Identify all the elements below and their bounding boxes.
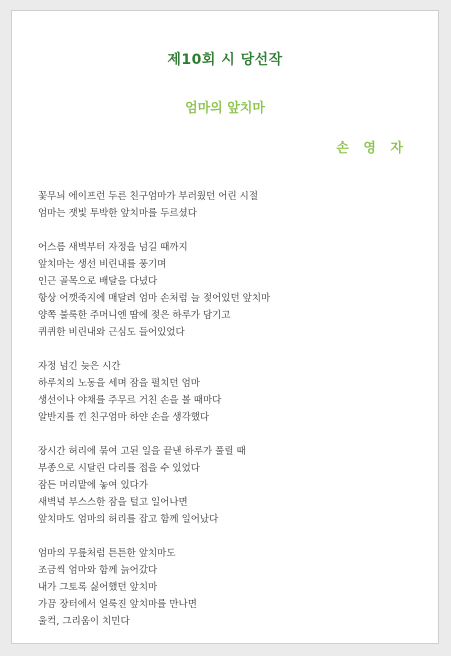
poem-line: 엄마는 잿빛 투박한 앞치마를 두르셨다 <box>38 208 197 219</box>
poem-body <box>38 188 418 647</box>
poem-line: 꽃무늬 에이프런 두른 친구엄마가 부러웠던 어린 시절 <box>38 191 259 202</box>
stanza-4 <box>38 443 418 528</box>
stanza-5 <box>38 545 418 630</box>
poem-line: 울컥, 그리움이 치민다 <box>38 616 130 627</box>
poem-line: 부종으로 시달린 다리를 접을 수 있었다 <box>38 463 200 474</box>
poem-line: 양쪽 불룩한 주머니엔 땀에 젖은 하루가 담기고 <box>38 310 231 321</box>
poem-line: 앞치마도 엄마의 허리를 잡고 함께 일어났다 <box>38 514 219 525</box>
poem-line: 장시간 허리에 묶여 고된 일을 끝낸 하루가 풀릴 때 <box>38 446 246 457</box>
poem-line: 잠든 머리맡에 놓여 있다가 <box>38 480 149 491</box>
poem-line: 알반지를 낀 친구엄마 하얀 손을 생각했다 <box>38 412 210 423</box>
document-page <box>11 10 439 644</box>
author-name: 손 영 자 <box>336 141 408 156</box>
stanza-3 <box>38 358 418 426</box>
poem-title: 엄마의 앞치마 <box>185 101 265 116</box>
poem-line: 생선이나 야채를 주무르 거친 손을 볼 때마다 <box>38 395 222 406</box>
poem-line: 항상 어깻죽지에 매달려 엄마 손처럼 늘 젖어있던 앞치마 <box>38 293 271 304</box>
contest-title: 제10회 시 당선작 <box>167 52 283 68</box>
poem-line: 내가 그토록 싫어했던 앞치마 <box>38 582 158 593</box>
poem-line: 새벽녘 부스스한 잠을 털고 일어나면 <box>38 497 188 508</box>
poem-line: 자정 넘긴 늦은 시간 <box>38 361 121 372</box>
poem-line: 퀴퀴한 비린내와 근심도 들어있었다 <box>38 327 185 338</box>
poem-line: 조금씩 엄마와 함께 늙어갔다 <box>38 565 158 576</box>
stanza-2 <box>38 239 418 341</box>
poem-line: 인근 골목으로 배달을 다녔다 <box>38 276 158 287</box>
stanza-1 <box>38 188 418 222</box>
poem-line: 앞치마는 생선 비린내를 풍기며 <box>38 259 167 270</box>
poem-line: 가끔 장터에서 얼룩진 앞치마를 만나면 <box>38 599 197 610</box>
poem-line: 하루치의 노동을 세며 잠을 펼치던 엄마 <box>38 378 200 389</box>
poem-line: 엄마의 무릎처럼 튼튼한 앞치마도 <box>38 548 176 559</box>
poem-line: 어스름 새벽부터 자정을 넘길 때까지 <box>38 242 188 253</box>
